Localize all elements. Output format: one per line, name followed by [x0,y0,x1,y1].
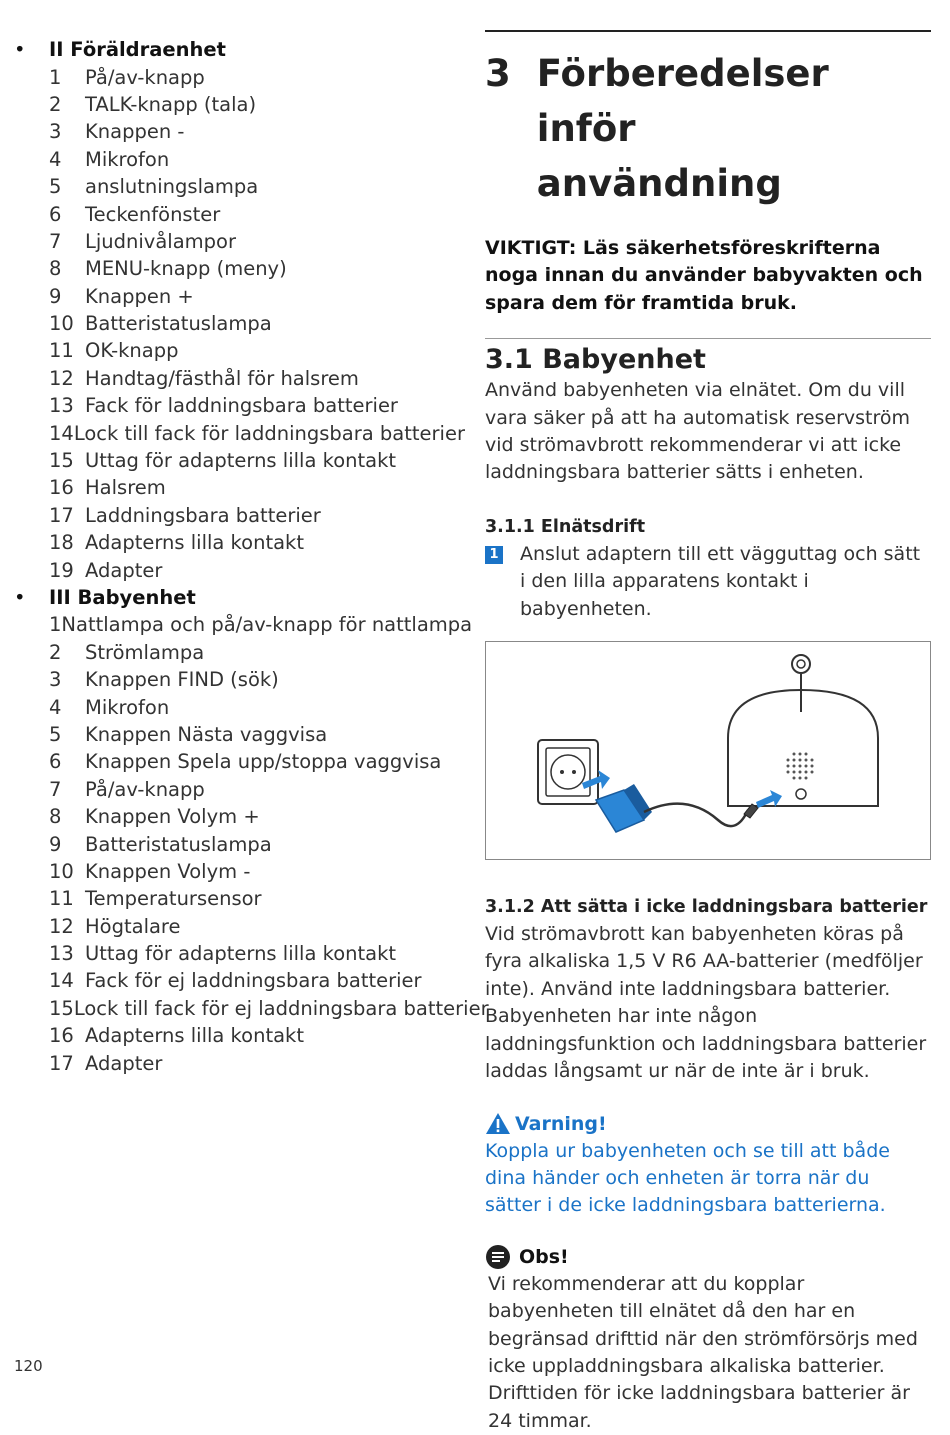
chapter-title-text [537,46,931,211]
list-item [14,748,464,775]
item-label: TALK-knapp (tala) [85,92,257,116]
item-label: Knappen + [85,284,194,308]
note-heading [485,1244,931,1271]
item-number: 10 [49,312,74,336]
item-label: Högtalare [85,914,181,938]
list-item [14,283,464,310]
item-label: Fack för laddningsbara batterier [85,394,398,418]
list-item [14,556,464,583]
list-item [14,255,464,282]
item-number: 1 [49,613,62,637]
parent-unit-section [14,36,464,584]
handle-ring [792,655,810,673]
item-label: Fack för ej laddningsbara batterier [85,969,422,993]
item-number: 8 [49,805,62,829]
page-number: 120 [14,1357,43,1375]
chapter-number: 3 [485,52,511,95]
item-number: 8 [49,257,62,281]
item-label: Adapterns lilla kontakt [85,531,304,555]
item-number: 7 [49,777,62,801]
step-number-badge: 1 [485,546,503,564]
item-label: På/av-knapp [85,777,205,801]
item-number: 15 [49,996,74,1020]
item-number: 19 [49,558,74,582]
item-number: 13 [49,942,74,966]
warning-heading [485,1111,931,1138]
item-number: 15 [49,449,74,473]
item-number: 1 [49,65,62,89]
chapter-title [485,46,931,211]
note-text: Vi rekommenderar att du kopplar babyenheten till elnätet då den har en begränsad drifttid när den strömförsörjs med icke uppladdningsbara alkaliska batterier. Drifttiden för icke laddningsbara batterier är 24 timmar. [488,1272,918,1432]
item-label: Handtag/fästhål för halsrem [85,366,359,390]
item-label: Uttag för adapterns lilla kontakt [85,942,397,966]
item-label: Strömlampa [85,640,205,664]
section-heading [14,36,464,63]
list-item [14,419,464,446]
list-item [14,995,489,1022]
item-label: Halsrem [85,476,166,500]
item-label: Uttag för adapterns lilla kontakt [85,449,397,473]
item-number: 5 [49,722,62,746]
list-item [14,337,464,364]
baby-unit-shape [728,690,878,806]
item-number: 17 [49,1051,74,1075]
item-label: MENU-knapp (meny) [85,257,287,281]
list-item [14,63,464,90]
important-notice: VIKTIGT: Läs säkerhetsföreskrifterna noga innan du använder babyvakten och spara dem för framtida bruk. [485,237,923,314]
item-label: Ljudnivålampor [85,229,236,253]
list-item [14,1022,464,1049]
list-item [14,529,464,556]
item-label: Knappen Nästa vaggvisa [85,722,328,746]
item-label: Batteristatuslampa [85,312,272,336]
item-label: Knappen Volym + [85,805,260,829]
step-item [485,541,931,623]
bullet: • [14,38,26,62]
list-item [14,885,464,912]
list-item [14,666,464,693]
item-label: Lock till fack för ej laddningsbara batterier [73,996,489,1020]
item-number: 5 [49,175,62,199]
list-item [14,310,464,337]
section-title: II Föräldraenhet [49,38,226,62]
section-title-3-1-2: 3.1.2 Att sätta i icke laddningsbara batterier [485,897,928,918]
item-number: 14 [49,969,74,993]
list-item [14,228,464,255]
warning-text: Koppla ur babyenheten och se till att både dina händer och enheten är torra när du sätter i de icke laddningsbara batterierna. [485,1139,890,1217]
item-number: 12 [49,914,74,938]
list-item [14,365,464,392]
item-label: På/av-knapp [85,65,205,89]
adapter-cable [644,804,748,826]
chapter-title-line: Förberedelser inför [536,52,829,150]
chapter-title-line: användning [536,162,782,205]
item-number: 4 [49,695,62,719]
list-item [14,776,464,803]
item-number: 11 [49,887,74,911]
list-item [14,967,464,994]
list-item [14,940,464,967]
note-title: Obs! [519,1245,569,1268]
step-text: Anslut adaptern till ett vägguttag och sätt i den lilla apparatens kontakt i babyenheten. [520,542,921,620]
item-number: 17 [49,503,74,527]
warning-title: Varning! [515,1112,607,1135]
list-item [14,447,464,474]
list-item [14,474,464,501]
section-3-1-text: Använd babyenheten via elnätet. Om du vill vara säker på att ha automatisk reservström vid strömavbrott rekommenderar vi att icke laddningsbara batterier sätts i enheten. [485,379,911,484]
section-title: III Babyenhet [49,586,196,609]
section-title-3-1-1: 3.1.1 Elnätsdrift [485,516,646,537]
item-label: Teckenfönster [85,202,221,226]
list-item [14,1049,464,1076]
item-label: Adapter [85,1051,163,1075]
dc-socket [796,789,806,799]
list-item [14,502,464,529]
list-item [14,91,464,118]
item-number: 12 [49,366,74,390]
item-number: 11 [49,339,74,363]
note-icon [485,1244,511,1270]
item-label: Nattlampa och på/av-knapp för nattlampa [61,613,473,637]
item-label: Mikrofon [85,147,170,171]
section-3-1-2-text: Vid strömavbrott kan babyenheten köras på fyra alkaliska 1,5 V R6 AA-batterier (medföljer inte). Använd inte laddningsbara batterier. Babyenheten har inte någon laddningsfunktion och laddningsbara batterier laddas långsamt ur när de inte är i bruk. [485,923,927,1083]
section-rule [485,338,931,339]
item-number: 16 [49,476,74,500]
section-title-3-1: 3.1 Babyenhet [485,344,706,376]
item-number: 10 [49,859,74,883]
section-heading [14,584,464,611]
warning-icon [485,1112,511,1136]
item-label: Lock till fack för laddningsbara batterier [73,421,465,445]
chapter-rule [485,30,931,32]
list-item [14,721,464,748]
item-label: Mikrofon [85,695,170,719]
list-item [14,200,464,227]
item-number: 6 [49,750,62,774]
item-label: Adapterns lilla kontakt [85,1024,304,1048]
adapter-illustration [485,641,931,860]
item-number: 13 [49,394,74,418]
bullet: • [14,586,26,609]
item-label: Knappen - [85,120,185,144]
item-number: 2 [49,92,62,116]
item-number: 6 [49,202,62,226]
item-label: Knappen Volym - [85,859,251,883]
item-number: 18 [49,531,74,555]
item-label: OK-knapp [85,339,179,363]
item-number: 14 [49,421,74,445]
adapter-connection-drawing [486,642,930,859]
list-item [14,611,473,638]
item-label: anslutningslampa [85,175,259,199]
item-number: 9 [49,832,62,856]
list-item [14,146,464,173]
list-item [14,173,464,200]
item-number: 7 [49,229,62,253]
list-item [14,858,464,885]
item-number: 2 [49,640,62,664]
list-item [14,830,464,857]
item-label: Batteristatuslampa [85,832,272,856]
item-label: Knappen Spela upp/stoppa vaggvisa [85,750,442,774]
item-label: Knappen FIND (sök) [85,668,279,692]
item-number: 3 [49,120,62,144]
item-number: 16 [49,1024,74,1048]
list-item [14,639,464,666]
list-item [14,118,464,145]
baby-unit-section [14,584,489,1077]
item-label: Laddningsbara batterier [85,503,321,527]
list-item [14,803,464,830]
instructions-column [485,30,931,1435]
item-label: Temperatursensor [85,887,262,911]
item-number: 3 [49,668,62,692]
list-item [14,693,464,720]
parts-list-column [14,36,489,1077]
item-number: 4 [49,147,62,171]
list-item [14,392,464,419]
item-number: 9 [49,284,62,308]
list-item [14,913,464,940]
item-label: Adapter [85,558,163,582]
